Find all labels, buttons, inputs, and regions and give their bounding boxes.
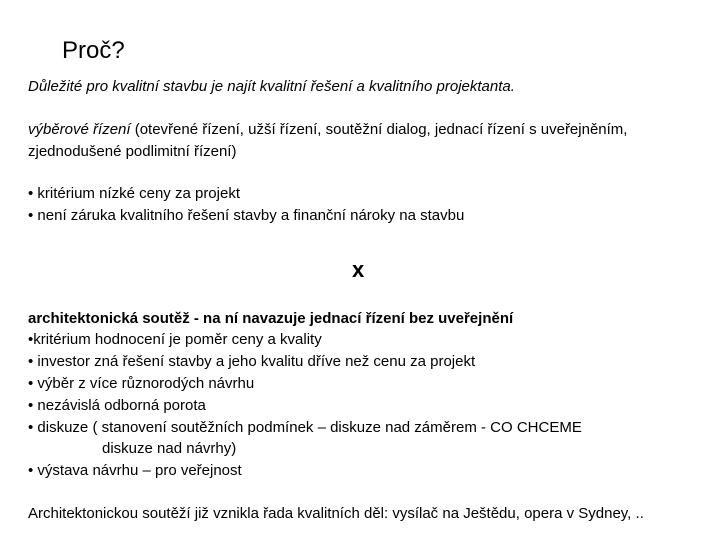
competition-bullet-3: • výběr z více různorodých návrhu (28, 375, 255, 392)
competition-bullet-1: •kritérium hodnocení je poměr ceny a kvality (28, 331, 322, 348)
tender-line-1 (28, 119, 627, 141)
competition-heading: architektonická soutěž - na ní navazuje jednací řízení bez uveřejnění (28, 310, 514, 327)
competition-bullet-5: • diskuze ( stanovení soutěžních podmínek – diskuze nad záměrem - CO CHCEME (28, 419, 582, 436)
versus-mark: x (352, 257, 365, 282)
conclusion-text: Architektonickou soutěží již vznikla řada kvalitních děl: vysílač na Ještědu, opera v Sydney, .. (28, 505, 644, 522)
tender-bullet-2: • není záruka kvalitního řešení stavby a finanční nároky na stavbu (28, 207, 465, 224)
tender-bullet-1: • kritérium nízké ceny za projekt (28, 185, 240, 202)
tender-term: výběrové řízení (28, 121, 131, 138)
tender-details-1: (otevřené řízení, užší řízení, soutěžní dialog, jednací řízení s uveřejněním, (130, 121, 628, 138)
competition-bullet-4: • nezávislá odborná porota (28, 397, 206, 414)
slide-title: Proč? (62, 37, 125, 64)
intro-text: Důležité pro kvalitní stavbu je najít kvalitní řešení a kvalitního projektanta. (28, 78, 515, 95)
tender-details-2: zjednodušené podlimitní řízení) (28, 143, 237, 160)
competition-bullet-5-cont: diskuze nad návrhy) (102, 440, 237, 457)
competition-bullet-2: • investor zná řešení stavby a jeho kvalitu dříve než cenu za projekt (28, 353, 476, 370)
competition-bullet-6: • výstava návrhu – pro veřejnost (28, 462, 242, 479)
